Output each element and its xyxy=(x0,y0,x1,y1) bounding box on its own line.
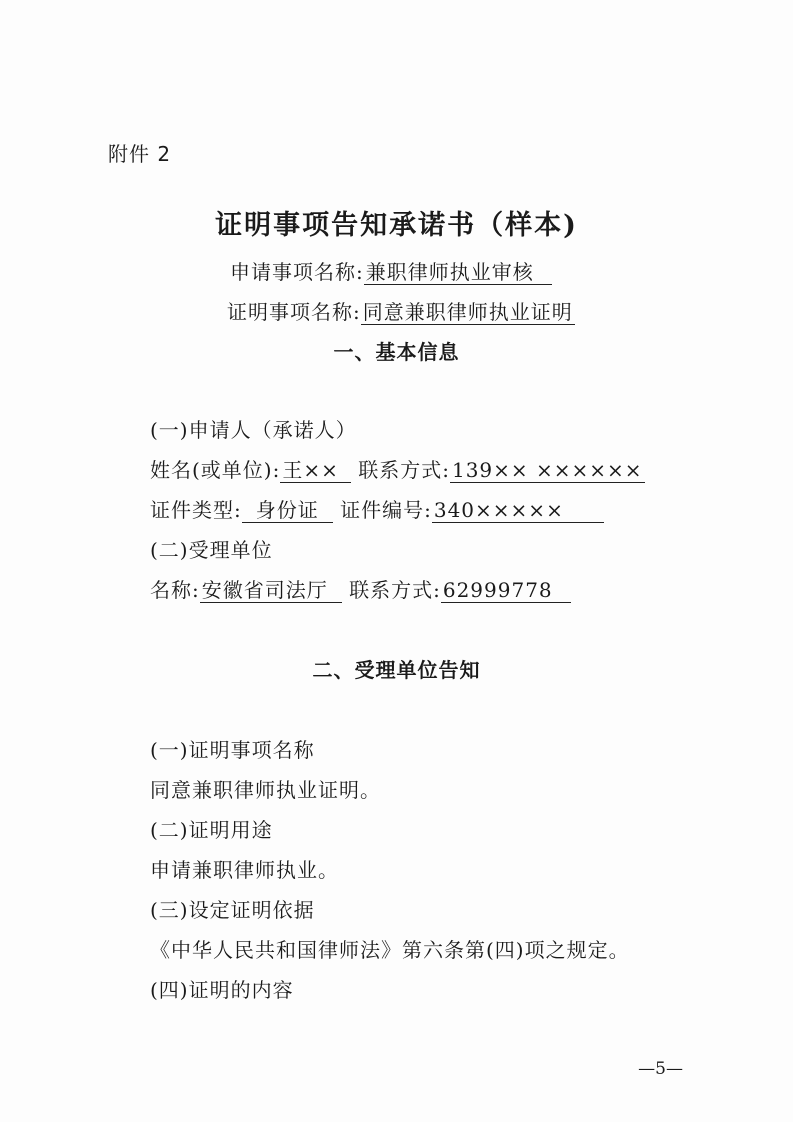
item1-text: 同意兼职律师执业证明。 xyxy=(150,778,381,802)
name-label: 姓名(或单位): xyxy=(150,458,281,482)
application-item-value: 兼职律师执业审核 xyxy=(364,260,552,285)
applicant-name-line xyxy=(150,456,645,484)
unit-name-value: 安徽省司法厅 xyxy=(200,578,342,603)
item3-text: 《中华人民共和国律师法》第六条第(四)项之规定。 xyxy=(150,938,630,962)
item3-heading: (三)设定证明依据 xyxy=(150,898,315,922)
item1-heading: (一)证明事项名称 xyxy=(150,738,315,762)
attachment-label: 附件 2 xyxy=(108,142,172,166)
proof-item-value: 同意兼职律师执业证明 xyxy=(362,300,573,324)
id-number-label: 证件编号: xyxy=(340,498,432,522)
id-type-value: 身份证 xyxy=(242,498,333,523)
proof-item-label: 证明事项名称: xyxy=(227,300,361,324)
application-item-line xyxy=(230,258,552,286)
contact-label: 联系方式: xyxy=(358,458,450,482)
unit-contact-label: 联系方式: xyxy=(349,578,441,602)
id-number-value: 340××××× xyxy=(432,498,604,523)
section1-heading: 一、基本信息 xyxy=(333,340,460,364)
applicant-id-line xyxy=(150,496,604,524)
unit-name-label: 名称: xyxy=(150,578,200,602)
proof-item-line xyxy=(227,298,575,326)
unit-heading: (二)受理单位 xyxy=(150,538,273,562)
id-type-label: 证件类型: xyxy=(150,498,242,522)
name-value: 王×× xyxy=(280,458,351,483)
unit-line xyxy=(150,576,571,604)
document-title: 证明事项告知承诺书（样本) xyxy=(215,210,578,241)
item2-text: 申请兼职律师执业。 xyxy=(150,858,339,882)
item2-heading: (二)证明用途 xyxy=(150,818,273,842)
contact-value: 139×× ×××××× xyxy=(451,458,643,482)
page-number: —5— xyxy=(638,1059,683,1079)
unit-contact-value: 62999778 xyxy=(441,578,571,603)
section2-heading: 二、受理单位告知 xyxy=(312,658,481,682)
item4-heading: (四)证明的内容 xyxy=(150,978,294,1002)
application-item-label: 申请事项名称: xyxy=(230,260,364,284)
applicant-heading: (一)申请人（承诺人） xyxy=(150,418,357,442)
